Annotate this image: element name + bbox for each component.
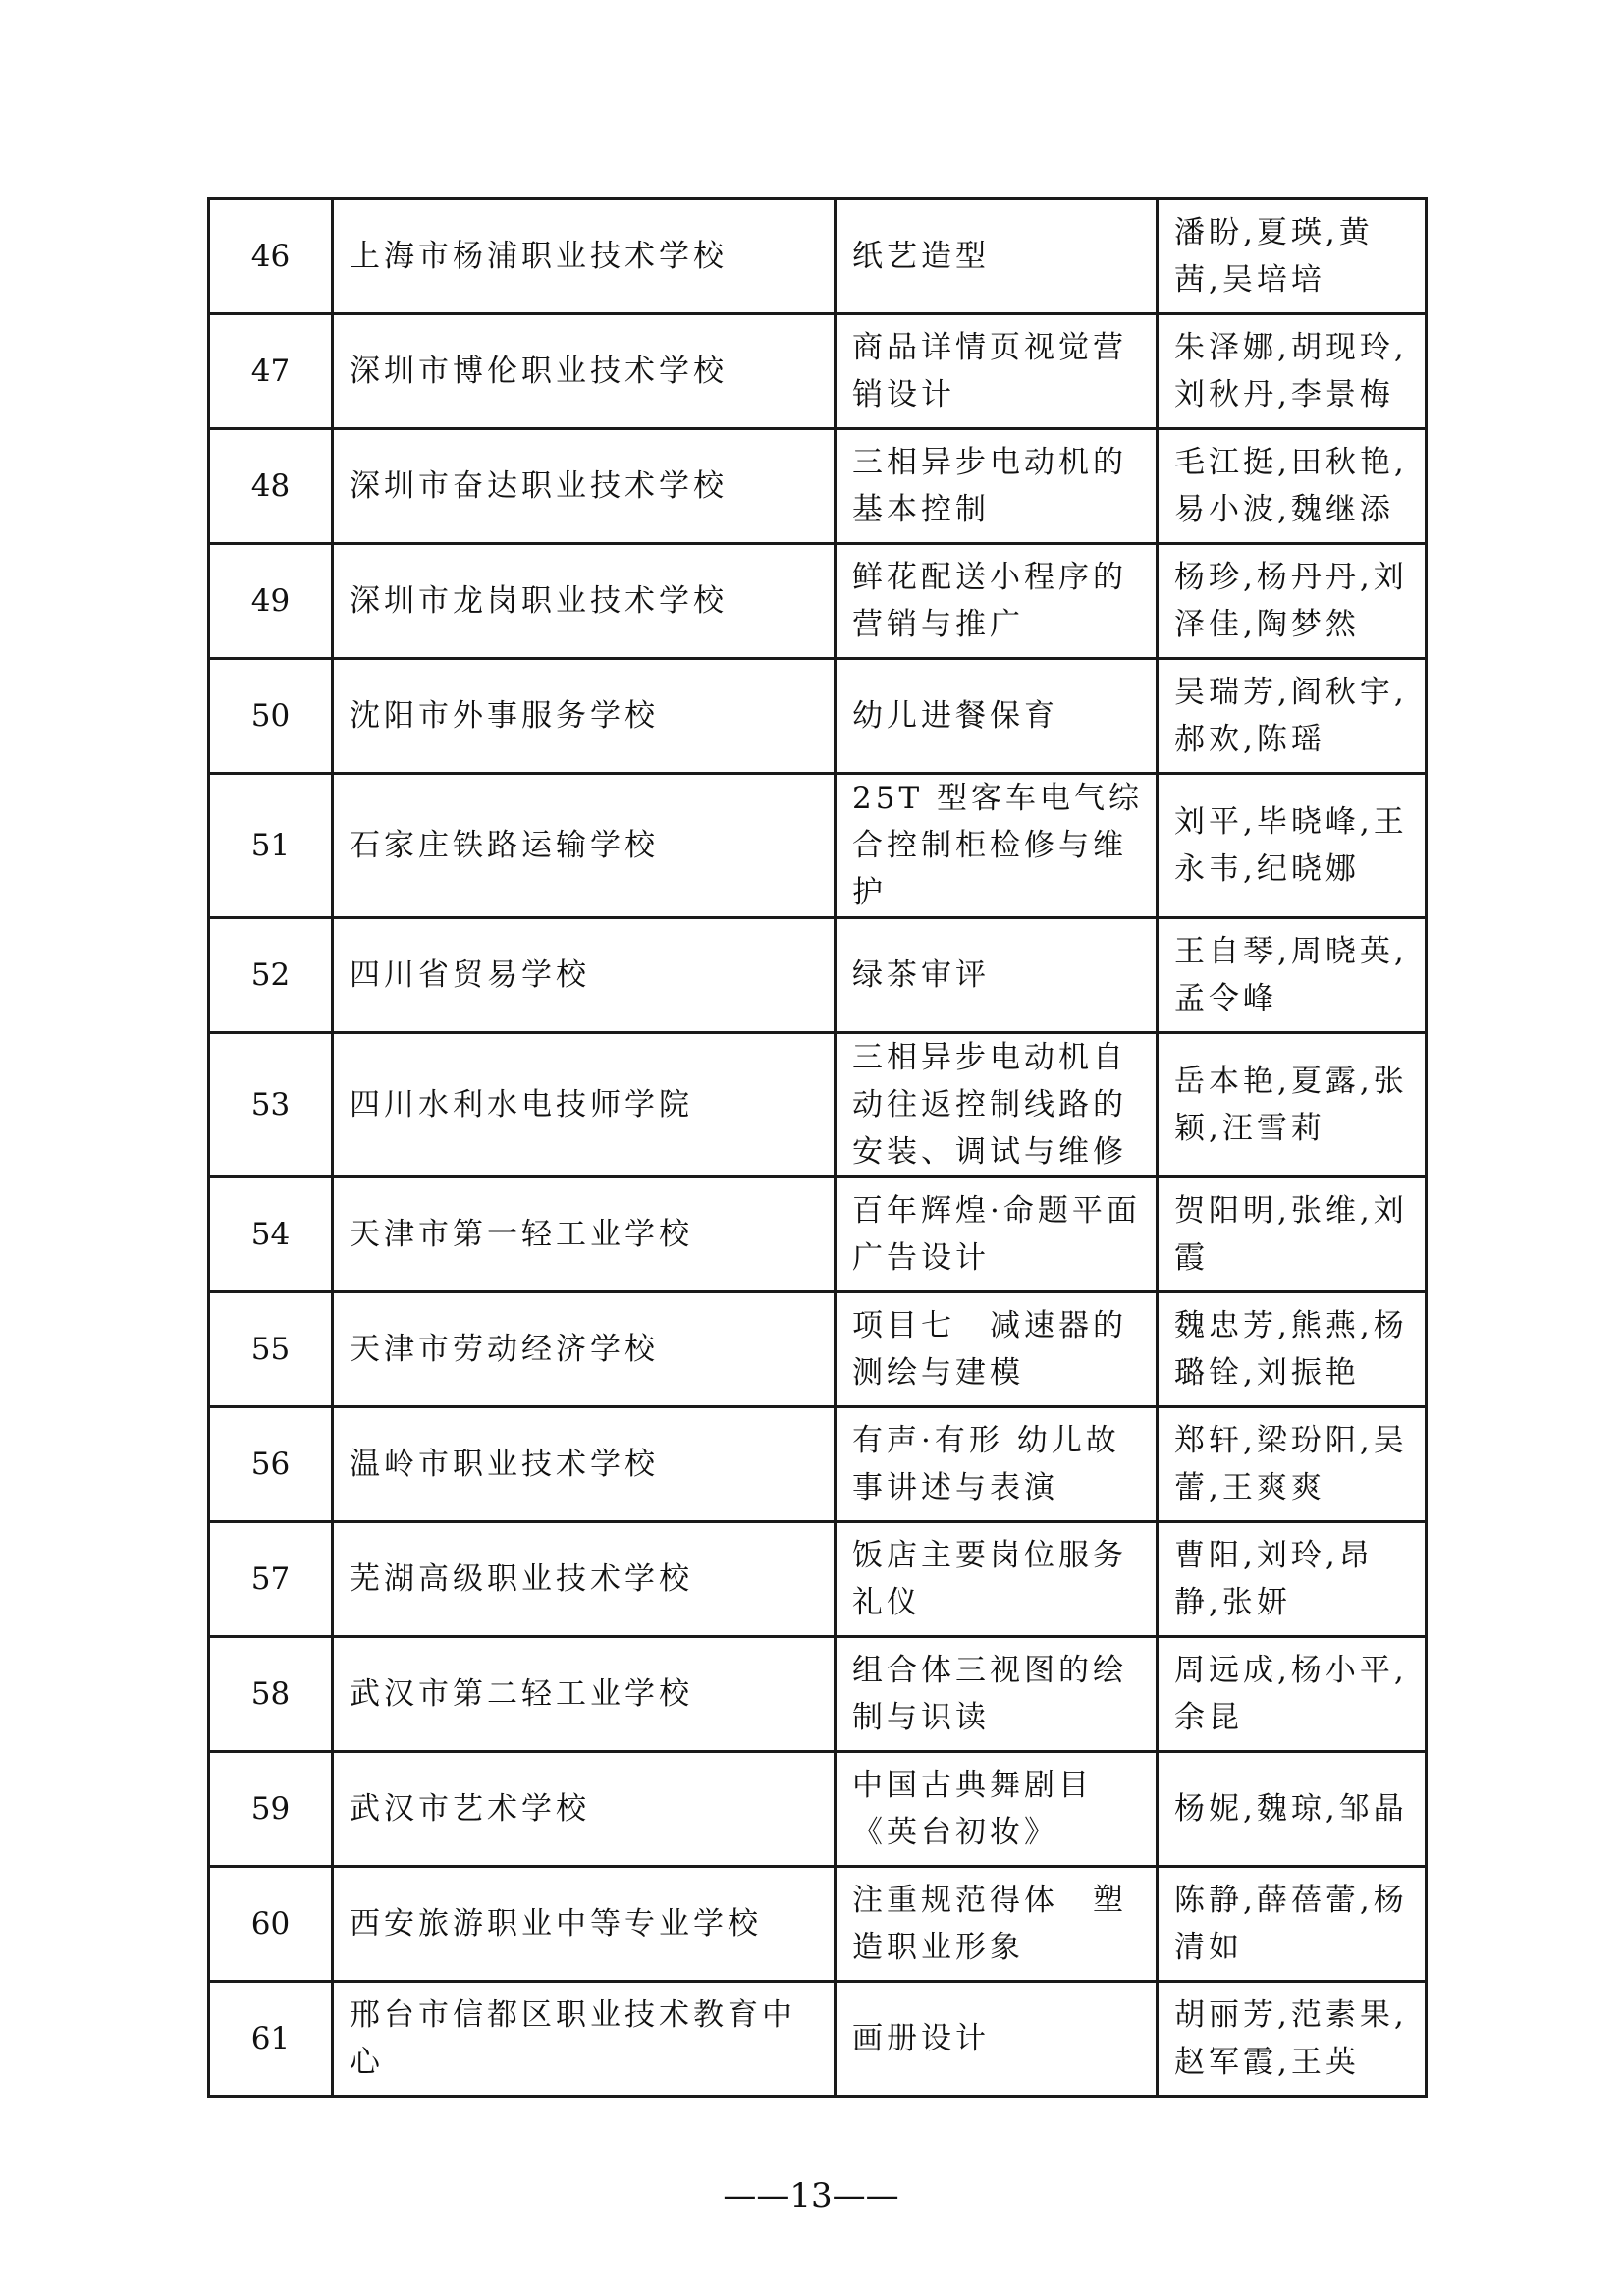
school-name: 深圳市奋达职业技术学校 xyxy=(333,429,836,544)
team-members: 岳本艳,夏露,张颖,汪雪莉 xyxy=(1158,1033,1427,1177)
table-row xyxy=(209,1522,1427,1637)
team-members: 胡丽芳,范素果,赵军霞,王英 xyxy=(1158,1982,1427,2097)
row-number: 58 xyxy=(209,1637,333,1752)
team-members: 杨妮,魏琼,邹晶 xyxy=(1158,1752,1427,1867)
course-title: 百年辉煌·命题平面广告设计 xyxy=(836,1177,1158,1292)
table-row xyxy=(209,918,1427,1033)
team-members: 杨珍,杨丹丹,刘泽佳,陶梦然 xyxy=(1158,544,1427,659)
row-number: 49 xyxy=(209,544,333,659)
school-name: 石家庄铁路运输学校 xyxy=(333,774,836,918)
course-title: 纸艺造型 xyxy=(836,199,1158,314)
row-number: 59 xyxy=(209,1752,333,1867)
row-number: 51 xyxy=(209,774,333,918)
team-members: 毛江挺,田秋艳,易小波,魏继添 xyxy=(1158,429,1427,544)
table-row xyxy=(209,1637,1427,1752)
team-members: 刘平,毕晓峰,王永韦,纪晓娜 xyxy=(1158,774,1427,918)
course-title: 三相异步电动机的基本控制 xyxy=(836,429,1158,544)
team-members: 王自琴,周晓英,孟令峰 xyxy=(1158,918,1427,1033)
table-row xyxy=(209,1867,1427,1982)
team-members: 朱泽娜,胡现玲,刘秋丹,李景梅 xyxy=(1158,314,1427,429)
school-name: 武汉市第二轻工业学校 xyxy=(333,1637,836,1752)
row-number: 53 xyxy=(209,1033,333,1177)
team-members: 吴瑞芳,阎秋宇,郝欢,陈瑶 xyxy=(1158,659,1427,774)
course-title: 组合体三视图的绘制与识读 xyxy=(836,1637,1158,1752)
school-name: 深圳市博伦职业技术学校 xyxy=(333,314,836,429)
row-number: 54 xyxy=(209,1177,333,1292)
course-title: 中国古典舞剧目《英台初妆》 xyxy=(836,1752,1158,1867)
course-title: 绿茶审评 xyxy=(836,918,1158,1033)
team-members: 魏忠芳,熊燕,杨璐铨,刘振艳 xyxy=(1158,1292,1427,1407)
row-number: 50 xyxy=(209,659,333,774)
team-members: 陈静,薛蓓蕾,杨清如 xyxy=(1158,1867,1427,1982)
team-members: 潘盼,夏瑛,黄茜,吴培培 xyxy=(1158,199,1427,314)
school-name: 四川省贸易学校 xyxy=(333,918,836,1033)
table-row xyxy=(209,659,1427,774)
table-row xyxy=(209,544,1427,659)
school-name: 四川水利水电技师学院 xyxy=(333,1033,836,1177)
course-title: 画册设计 xyxy=(836,1982,1158,2097)
table-row xyxy=(209,1752,1427,1867)
school-name: 深圳市龙岗职业技术学校 xyxy=(333,544,836,659)
course-title: 鲜花配送小程序的营销与推广 xyxy=(836,544,1158,659)
school-name: 邢台市信都区职业技术教育中心 xyxy=(333,1982,836,2097)
school-name: 武汉市艺术学校 xyxy=(333,1752,836,1867)
team-members: 郑轩,梁玢阳,吴蕾,王爽爽 xyxy=(1158,1407,1427,1522)
award-list-table xyxy=(207,197,1428,2098)
table-row xyxy=(209,1177,1427,1292)
school-name: 西安旅游职业中等专业学校 xyxy=(333,1867,836,1982)
row-number: 48 xyxy=(209,429,333,544)
row-number: 46 xyxy=(209,199,333,314)
school-name: 芜湖高级职业技术学校 xyxy=(333,1522,836,1637)
table-row xyxy=(209,774,1427,918)
course-title: 25T 型客车电气综合控制柜检修与维护 xyxy=(836,774,1158,918)
team-members: 曹阳,刘玲,昂静,张妍 xyxy=(1158,1522,1427,1637)
row-number: 61 xyxy=(209,1982,333,2097)
school-name: 沈阳市外事服务学校 xyxy=(333,659,836,774)
table-row xyxy=(209,1982,1427,2097)
row-number: 55 xyxy=(209,1292,333,1407)
school-name: 上海市杨浦职业技术学校 xyxy=(333,199,836,314)
table-row xyxy=(209,1033,1427,1177)
row-number: 56 xyxy=(209,1407,333,1522)
row-number: 57 xyxy=(209,1522,333,1637)
course-title: 注重规范得体 塑造职业形象 xyxy=(836,1867,1158,1982)
table-row xyxy=(209,1292,1427,1407)
course-title: 有声·有形 幼儿故事讲述与表演 xyxy=(836,1407,1158,1522)
course-title: 饭店主要岗位服务礼仪 xyxy=(836,1522,1158,1637)
school-name: 天津市劳动经济学校 xyxy=(333,1292,836,1407)
school-name: 温岭市职业技术学校 xyxy=(333,1407,836,1522)
course-title: 项目七 减速器的测绘与建模 xyxy=(836,1292,1158,1407)
course-title: 商品详情页视觉营销设计 xyxy=(836,314,1158,429)
table-row xyxy=(209,429,1427,544)
table-row xyxy=(209,199,1427,314)
page-number: ——13—— xyxy=(723,2176,899,2215)
row-number: 47 xyxy=(209,314,333,429)
team-members: 贺阳明,张维,刘霞 xyxy=(1158,1177,1427,1292)
row-number: 52 xyxy=(209,918,333,1033)
school-name: 天津市第一轻工业学校 xyxy=(333,1177,836,1292)
table-row xyxy=(209,1407,1427,1522)
course-title: 幼儿进餐保育 xyxy=(836,659,1158,774)
course-title: 三相异步电动机自动往返控制线路的安装、调试与维修 xyxy=(836,1033,1158,1177)
table-row xyxy=(209,314,1427,429)
row-number: 60 xyxy=(209,1867,333,1982)
team-members: 周远成,杨小平,余昆 xyxy=(1158,1637,1427,1752)
